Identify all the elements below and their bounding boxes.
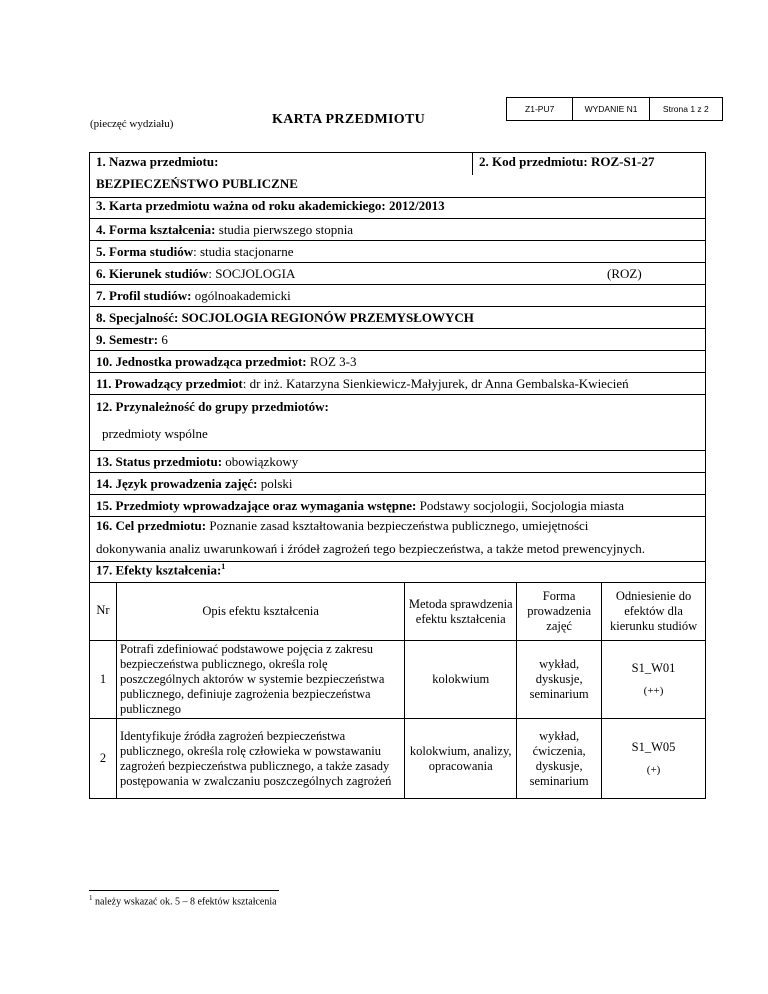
field-7-label: 7. Profil studiów: bbox=[96, 288, 192, 303]
page-indicator: Strona 1 z 2 bbox=[662, 104, 709, 114]
document-edition: WYDANIE N1 bbox=[573, 98, 649, 120]
field-2-label: 2. Kod przedmiotu: ROZ-S1-27 bbox=[479, 154, 655, 169]
field-7 bbox=[89, 284, 706, 306]
field-17 bbox=[89, 561, 706, 582]
field-14-value: polski bbox=[260, 476, 293, 491]
field-13 bbox=[89, 450, 706, 472]
row-method: kolokwium, analizy, opracowania bbox=[405, 719, 517, 799]
effects-table bbox=[89, 582, 706, 799]
row-ref-code: S1_W05 bbox=[631, 739, 676, 754]
footnote-text: należy wskazać ok. 5 – 8 efektów kształcenia bbox=[92, 896, 277, 908]
field-10-label: 10. Jednostka prowadząca przedmiot: bbox=[96, 354, 307, 369]
row-form: wykład, ćwiczenia, dyskusje, seminarium bbox=[517, 719, 602, 799]
field-12-label: 12. Przynależność do grupy przedmiotów: bbox=[96, 399, 329, 414]
field-13-label: 13. Status przedmiotu: bbox=[96, 454, 223, 469]
field-5-value: : studia stacjonarne bbox=[193, 244, 294, 259]
field-4 bbox=[89, 218, 706, 240]
field-9-value: 6 bbox=[161, 332, 168, 347]
header-method: Metoda sprawdzenia efektu kształcenia bbox=[405, 583, 517, 641]
page-title: KARTA PRZEDMIOTU bbox=[272, 112, 426, 127]
field-1-value: BEZPIECZEŃSTWO PUBLICZNE bbox=[96, 176, 298, 191]
field-17-footnote-ref: 1 bbox=[221, 562, 226, 571]
row-ref-level: (+) bbox=[646, 763, 661, 776]
row-desc: Potrafi zdefiniować podstawowe pojęcia z zakresu bezpieczeństwa publicznego, określa rolę poszczególnych aktorów w systemie bezpieczeństwa publicznego, definiuje zagrożenia bezpieczeństwa publicznego bbox=[116, 641, 404, 719]
field-6-label: 6. Kierunek studiów bbox=[96, 266, 209, 281]
field-17-label: 17. Efekty kształcenia: bbox=[96, 562, 222, 578]
divider bbox=[472, 153, 473, 175]
table-header-row bbox=[90, 583, 706, 641]
footnote-separator bbox=[89, 890, 279, 891]
field-8 bbox=[89, 306, 706, 328]
field-1-label: 1. Nazwa przedmiotu: bbox=[96, 154, 219, 169]
field-6-code: (ROZ) bbox=[607, 266, 642, 281]
field-14 bbox=[89, 472, 706, 494]
row-method: kolokwium bbox=[405, 641, 517, 719]
field-11-value: : dr inż. Katarzyna Sienkiewicz-Małyjurek, dr Anna Gembalska-Kwiecień bbox=[242, 376, 629, 391]
field-11-label: 11. Prowadzący przedmiot bbox=[96, 376, 243, 391]
field-8-label: 8. Specjalność: SOCJOLOGIA REGIONÓW PRZEMYSŁOWYCH bbox=[96, 310, 474, 325]
field-12 bbox=[89, 394, 706, 450]
row-form: wykład, dyskusje, seminarium bbox=[517, 641, 602, 719]
row-ref bbox=[602, 641, 706, 719]
row-nr: 2 bbox=[90, 719, 117, 799]
field-7-value: ogólnoakademicki bbox=[194, 288, 291, 303]
document-header-box bbox=[506, 97, 723, 121]
field-14-label: 14. Język prowadzenia zajęć: bbox=[96, 476, 258, 491]
field-9 bbox=[89, 328, 706, 350]
field-16-line-1 bbox=[96, 518, 588, 534]
row-ref bbox=[602, 719, 706, 799]
table-row bbox=[90, 641, 706, 719]
field-4-label: 4. Forma kształcenia: bbox=[96, 222, 216, 237]
header-nr: Nr bbox=[90, 583, 117, 641]
field-15-value: Podstawy socjologii, Socjologia miasta bbox=[419, 498, 625, 513]
header-ref: Odniesienie do efektów dla kierunku studiów bbox=[602, 583, 706, 641]
footnote-mark: 1 bbox=[89, 894, 93, 902]
document-code: Z1-PU7 bbox=[507, 98, 573, 120]
row-nr: 1 bbox=[90, 641, 117, 719]
field-16-value-b: dokonywania analiz uwarunkowań i źródeł zagrożeń tego bezpieczeństwa, a także metod prewencyjnych. bbox=[96, 541, 646, 556]
row-ref-level: (++) bbox=[643, 684, 664, 697]
field-16-value-a: Poznanie zasad kształtowania bezpieczeństwa publicznego, umiejętności bbox=[209, 518, 589, 533]
row-ref-code: S1_W01 bbox=[631, 660, 676, 675]
field-9-label: 9. Semestr: bbox=[96, 332, 159, 347]
field-3-label: 3. Karta przedmiotu ważna od roku akademickiego: 2012/2013 bbox=[96, 198, 445, 213]
field-5-label: 5. Forma studiów bbox=[96, 244, 194, 259]
field-10-value: ROZ 3-3 bbox=[309, 354, 357, 369]
field-10 bbox=[89, 350, 706, 372]
field-13-value: obowiązkowy bbox=[225, 454, 299, 469]
field-15-label: 15. Przedmioty wprowadzające oraz wymagania wstępne: bbox=[96, 498, 417, 513]
header-form: Forma prowadzenia zajęć bbox=[517, 583, 602, 641]
field-6 bbox=[89, 262, 706, 284]
field-12-value: przedmioty wspólne bbox=[102, 426, 208, 441]
field-6-value: : SOCJOLOGIA bbox=[208, 266, 296, 281]
row-desc: Identyfikuje źródła zagrożeń bezpieczeństwa publicznego, określa rolę człowieka w powstawaniu zagrożeń bezpieczeństwa publicznego, a także zasady postępowania w zwalczaniu poszczególnych zagrożeń bbox=[116, 719, 404, 799]
field-16 bbox=[89, 516, 706, 561]
field-11 bbox=[89, 372, 706, 394]
field-1-2 bbox=[89, 152, 706, 197]
field-15 bbox=[89, 494, 706, 516]
table-row bbox=[90, 719, 706, 799]
header-desc: Opis efektu kształcenia bbox=[116, 583, 404, 641]
field-16-label: 16. Cel przedmiotu: bbox=[96, 518, 207, 533]
field-3 bbox=[89, 197, 706, 218]
faculty-stamp: (pieczęć wydziału) bbox=[90, 118, 174, 130]
footnote bbox=[89, 894, 277, 907]
field-4-value: studia pierwszego stopnia bbox=[218, 222, 354, 237]
field-5 bbox=[89, 240, 706, 262]
